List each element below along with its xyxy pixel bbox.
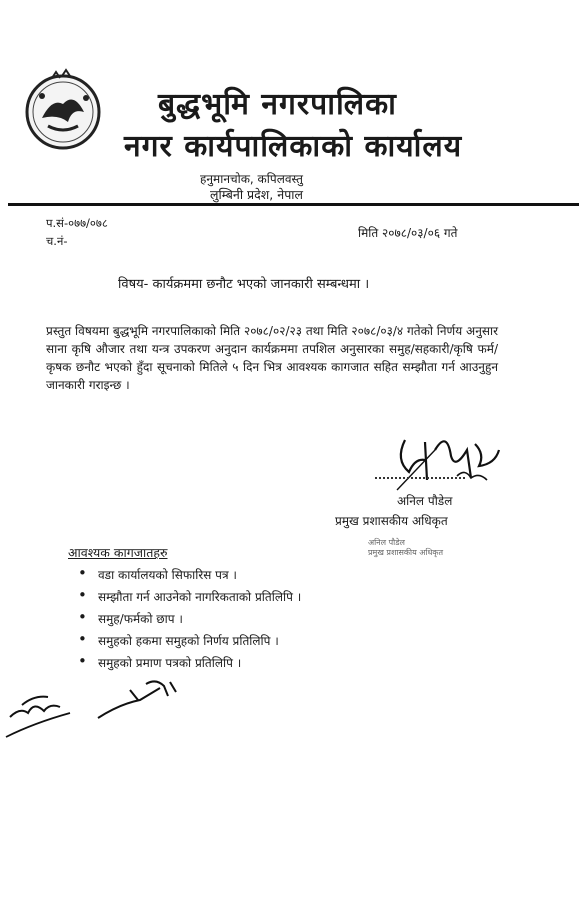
list-item: • समुहको हकमा समुहको निर्णय प्रतिलिपि ।	[78, 632, 301, 654]
signatory-title: प्रमुख प्रशासकीय अधिकृत	[335, 514, 448, 528]
letter-date: मिति २०७८/०३/०६ गते	[358, 226, 458, 240]
list-item: • सम्झौता गर्न आउनेको नागरिकताको प्रतिलिपि ।	[78, 588, 301, 610]
reference-number: प.सं-०७७/०७८	[46, 216, 108, 230]
municipality-emblem-logo	[22, 68, 104, 150]
address-line-2: लुम्बिनी प्रदेश, नेपाल	[210, 187, 304, 202]
address-line-1: हनुमानचोक, कपिलवस्तु	[200, 172, 304, 186]
list-item: • समुहको प्रमाण पत्रको प्रतिलिपि ।	[78, 654, 301, 676]
officer-signature	[375, 420, 515, 500]
stamp-name: अनिल पौडेल	[368, 538, 405, 547]
dispatch-number: च.नं-	[46, 234, 68, 248]
initials-signature-1	[4, 683, 74, 743]
required-documents-heading: आवश्यक कागजातहरु	[68, 545, 168, 560]
header-divider	[8, 203, 579, 206]
office-name: नगर कार्यपालिकाको कार्यालय	[124, 129, 463, 164]
initials-signature-2	[90, 674, 190, 724]
letter-body: प्रस्तुत विषयमा बुद्धभूमि नगरपालिकाको मिति २०७८/०२/२३ तथा मिति २०७८/०३/४ गतेको निर्णय अनुसार साना कृषि औजार तथा यन्त्र उपकरण अनुदान कार्यक्रममा तपशिल अनुसारका समुह/सहकारी/कृषि फर्म/कृषक छनौट भएको हुँदा सूचनाको मितिले ५ दिन भित्र आवश्यक कागजात सहित सम्झौता गर्न आउनुहुन जानकारी गराइन्छ ।	[46, 324, 498, 392]
list-item: • वडा कार्यालयको सिफारिस पत्र ।	[78, 566, 301, 588]
list-item: • समुह/फर्मको छाप ।	[78, 610, 301, 632]
signature-line	[375, 477, 465, 479]
official-stamp	[368, 538, 443, 558]
municipality-name: बुद्धभूमि नगरपालिका	[158, 87, 397, 122]
stamp-title: प्रमुख प्रशासकीय अधिकृत	[368, 548, 444, 557]
subject-line: विषय- कार्यक्रममा छनौट भएको जानकारी सम्बन्धमा ।	[118, 277, 370, 292]
signatory-name: अनिल पौडेल	[397, 494, 453, 508]
required-documents-list	[78, 566, 301, 676]
